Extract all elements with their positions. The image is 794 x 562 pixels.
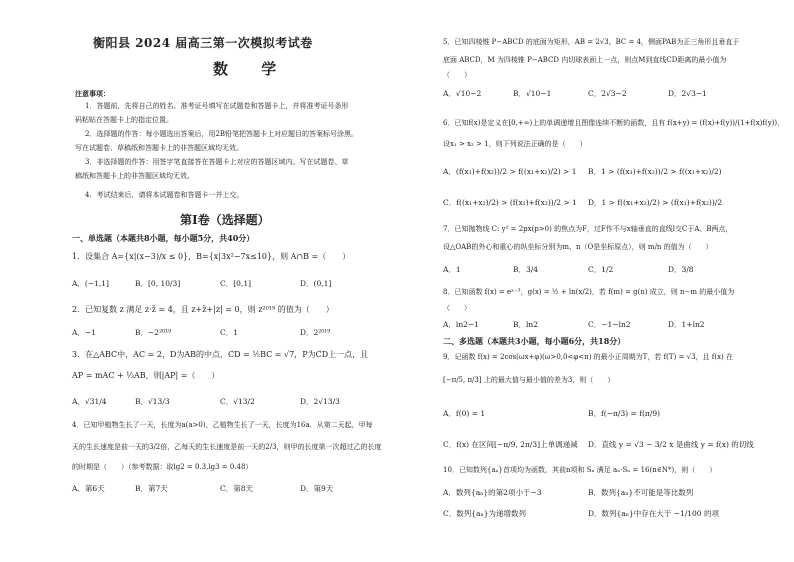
section-title: 第Ⅰ卷（选择题） bbox=[180, 213, 270, 227]
notice-line: 4．考试结束后，请将本试题卷和答题卡一并上交。 bbox=[85, 191, 244, 199]
q7-option-b: B．3/4 bbox=[513, 265, 539, 274]
question-3-line2: AP = mAC + ⅓AB，则|AP| =（ ） bbox=[72, 371, 220, 380]
part2-heading: 二、多选题（本题共3小题，每小题6分，共18分） bbox=[443, 336, 626, 346]
q5-option-b: B．√10−1 bbox=[513, 89, 552, 98]
part1-heading: 一、单选题（本题共8小题，每小题5分，共40分） bbox=[72, 233, 255, 243]
question-8-line2: （ ） bbox=[443, 304, 471, 312]
question-9-line2: [−π/5, π/3] 上的最大值与最小值的差为3，则（ ） bbox=[443, 376, 615, 384]
q3-option-a: A．√31/4 bbox=[72, 397, 107, 406]
q2-option-c: C．1 bbox=[220, 328, 239, 337]
q4-option-a: A．第6天 bbox=[72, 484, 105, 493]
question-4-line2: 天的生长速度是前一天的3/2倍，乙每天的生长速度是前一天的2/3，则甲的长度第一次超过乙的长度 bbox=[72, 443, 382, 451]
q10-option-b: B．数列{aₙ}不可能是等比数列 bbox=[588, 488, 694, 497]
q10-option-a: A．数列{aₙ}的第2项小于−3 bbox=[443, 488, 542, 497]
q5-option-c: C．2√3−2 bbox=[588, 89, 627, 98]
question-3-line1: 3．在△ABC中，AC = 2，D为AB的中点，CD = ½BC = √7，P为CD上一点，且 bbox=[72, 350, 369, 359]
q8-option-a: A．ln2−1 bbox=[443, 320, 479, 329]
q9-option-a: A．f(0) = 1 bbox=[443, 409, 486, 418]
q5-option-d: D．2√3−1 bbox=[668, 89, 707, 98]
q7-option-a: A．1 bbox=[443, 265, 461, 274]
question-6-line2: 设x₁ > x₂ > 1，则下列说法正确的是（ ） bbox=[443, 140, 587, 148]
q1-option-c: C．[0,1] bbox=[220, 279, 252, 288]
q2-option-d: D．2²⁰¹⁹ bbox=[300, 328, 331, 337]
q4-option-d: D．第9天 bbox=[300, 484, 334, 493]
notice-line: 码粘贴在答题卡上的指定位置。 bbox=[75, 116, 173, 124]
right-column bbox=[443, 0, 785, 562]
question-6-line1: 6．已知f(x)是定义在[0,+∞)上的单调递增且图像连续不断的函数，且有 f(x+y) = (f(x)+f(y))/(1+f(x)f(y))， bbox=[443, 119, 785, 127]
question-1: 1．设集合 A={x|(x−3)/x ≤ 0}，B={x|3x²−7x≤10}，则 A∩B =（ ） bbox=[72, 252, 351, 261]
notice-line: 1．答题前，先将自己的姓名、准考证号填写在试题卷和答题卡上，并将准考证号条形 bbox=[85, 102, 349, 110]
q6-option-a: A．(f(x₁)+f(x₂))/2 > f((x₁+x₂)/2) > 1 bbox=[443, 167, 577, 176]
q8-option-c: C．−1−ln2 bbox=[588, 320, 631, 329]
left-column bbox=[72, 0, 395, 562]
notice-line: 2．选择题的作答：每小题选出答案后，用2B铅笔把答题卡上对应题目的答案标号涂黑。 bbox=[85, 130, 359, 138]
q1-option-a: A．(−1,1] bbox=[72, 279, 109, 288]
q7-option-c: C．1/2 bbox=[588, 265, 614, 274]
q4-option-b: B．第7天 bbox=[135, 484, 168, 493]
q8-option-b: B．ln2 bbox=[513, 320, 539, 329]
question-10: 10．已知数列{aₙ}首项均为函数，其前n项和 Sₙ 满足 aₙ·Sₙ = 16(n∈N*)，则（ ） bbox=[443, 466, 717, 474]
q2-option-a: A．−1 bbox=[72, 328, 96, 337]
question-8-line1: 8．已知函数 f(x) = eˣ⁻³，g(x) = ½ + ln(x/2)，若 f(m) = g(n) 成立，则 n−m 的最小值为 bbox=[443, 288, 735, 296]
q7-option-d: D．3/8 bbox=[668, 265, 694, 274]
question-5-line2: 底面 ABCD，M 为四棱锥 P−ABCD 内切球表面上一点，则点M到直线CD距离的最小值为 bbox=[443, 56, 727, 64]
question-7-line2: 设△OAB的外心和重心的纵坐标分别为m、n（O是坐标原点），则 m/n 的值为（ ） bbox=[443, 243, 713, 251]
subject-title: 数 学 bbox=[213, 60, 291, 78]
q10-option-c: C．数列{aₙ}为递增数列 bbox=[443, 509, 526, 518]
question-5-line3: （ ） bbox=[443, 71, 471, 79]
question-4-line3: 的时期是（ ）（参考数据：取lg2 = 0.3,lg3 = 0.48） bbox=[72, 463, 253, 471]
q5-option-a: A．√10−2 bbox=[443, 89, 482, 98]
q6-option-d: D．1 > f((x₁+x₂)/2) > (f(x₁)+f(x₂))/2 bbox=[588, 198, 723, 207]
q1-option-b: B．[0, 10/3] bbox=[135, 279, 181, 288]
q3-option-c: C．√13/2 bbox=[220, 397, 255, 406]
q10-option-d: D．数列{aₙ}中存在大于 −1/100 的项 bbox=[588, 509, 719, 518]
notice-heading: 注意事项： bbox=[75, 89, 110, 98]
notice-line: 3．非选择题的作答：用签字笔直接答在答题卡上对应的答题区域内。写在试题卷、草 bbox=[85, 158, 349, 166]
q1-option-d: D．(0,1] bbox=[300, 279, 332, 288]
question-4-line1: 4．已知甲植物生长了一天，长度为a(a>0)，乙植物生长了一天，长度为16a．从第二天起，甲每 bbox=[72, 421, 373, 429]
question-5-line1: 5．已知四棱锥 P−ABCD 的底面为矩形，AB = 2√3，BC = 4，侧面PAB为正三角形且垂直于 bbox=[443, 38, 740, 46]
q2-option-b: B．−2²⁰¹⁹ bbox=[135, 328, 172, 337]
q3-option-d: D．2√13/3 bbox=[300, 397, 340, 406]
q8-option-d: D．1+ln2 bbox=[668, 320, 705, 329]
q9-option-d: D．直线 y = √3 − 3/2 x 是曲线 y = f(x) 的切线 bbox=[588, 440, 754, 449]
q9-option-c: C．f(x) 在区间[−π/9, 2π/3]上单调递减 bbox=[443, 440, 578, 449]
q9-option-b: B．f(−π/3) = f(π/9) bbox=[588, 409, 661, 418]
notice-line: 稿纸和答题卡上的非答题区域均无效。 bbox=[75, 172, 194, 180]
question-2: 2．已知复数 z 满足 z·z̄ = 4，且 z+z̄+|z| = 0，则 z²⁰¹⁹ 的值为（ ） bbox=[72, 305, 334, 314]
q4-option-c: C．第8天 bbox=[220, 484, 254, 493]
question-7-line1: 7．已知抛物线 C: y² = 2px(p>0) 的焦点为F，过F作不与x轴垂直的直线l交C于A、B两点， bbox=[443, 225, 733, 233]
q3-option-b: B．√13/3 bbox=[135, 397, 170, 406]
question-9-line1: 9．记函数 f(x) = 2cos(ωx+φ)(ω>0,0<φ<π) 的最小正周期为T，若 f(T) = √3，且 f(x) 在 bbox=[443, 353, 733, 361]
q6-option-b: B．1 > (f(x₁)+f(x₂))/2 > f((x₁+x₂)/2) bbox=[588, 167, 722, 176]
q6-option-c: C．f((x₁+x₂)/2) > (f(x₁)+f(x₂))/2 > 1 bbox=[443, 198, 577, 207]
exam-title: 衡阳县 2024 届高三第一次模拟考试卷 bbox=[93, 36, 313, 50]
notice-line: 写在试题卷、草稿纸和答题卡上的非答题区域均无效。 bbox=[75, 144, 243, 152]
